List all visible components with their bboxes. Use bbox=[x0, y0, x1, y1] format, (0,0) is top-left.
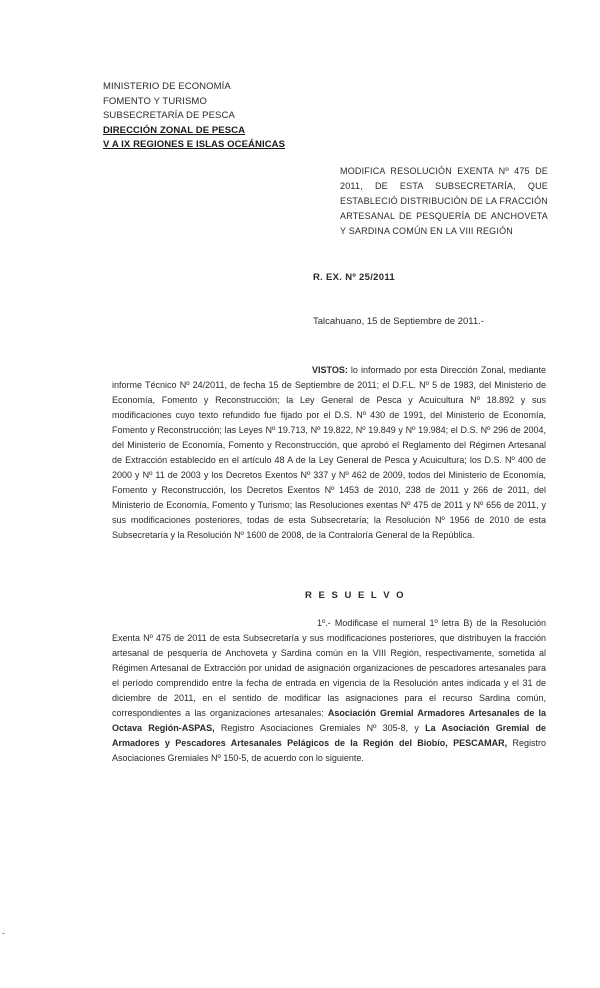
resolution-date: Talcahuano, 15 de Septiembre de 2011.- bbox=[313, 316, 484, 327]
vistos-label: VISTOS: bbox=[312, 365, 348, 375]
ministry-line: MINISTERIO DE ECONOMÍA bbox=[103, 81, 231, 92]
office-region-line: V A IX REGIONES E ISLAS OCEÁNICAS bbox=[103, 139, 286, 150]
resolution-summary: MODIFICA RESOLUCIÓN EXENTA Nº 475 DE 2011, DE ESTA SUBSECRETARÍA, QUE ESTABLECIÓ DISTRIBUCIÓN DE LA FRACCIÓN ARTESANAL DE PESQUERÍA DE ANCHOVETA Y SARDINA COMÚN EN LA VIII REGIÓN bbox=[340, 166, 548, 236]
issuer-header bbox=[103, 80, 285, 153]
organization-aspas: Asociación Gremial Armadores Artesanales de la Octava Región-ASPAS, bbox=[112, 708, 546, 733]
organization-pescamar: La Asociación Gremial de Armadores y Pescadores Artesanales Pelágicos de la Región del Biobío, PESCAMAR, bbox=[112, 723, 546, 748]
margin-mark: - bbox=[2, 928, 5, 938]
office-line: DIRECCIÓN ZONAL DE PESCA bbox=[103, 124, 246, 136]
resolution-number: R. EX. Nº 25/2011 bbox=[313, 272, 395, 283]
resolution-text-after: Registro Asociaciones Gremiales Nº 150-5, de acuerdo con lo siguiente. bbox=[112, 738, 546, 763]
vistos-paragraph bbox=[112, 363, 546, 543]
resolution-text-before: Resolución Exenta Nº 475 de 2011 de esta Subsecretaría y sus modificaciones posteriores, que distribuyen la fracción artesanal de pesquería de Anchoveta y Sardina común en la VIII Región, respectivamente, sometida al Régimen Artesanal de Extracción por unidad de asignación organizaciones de pescadores artesanales para el período comprendido entre la fecha de entrada en vigencia de la Resolución antes indicada y el 31 de diciembre de 2011, en el sentido de modificar las asignaciones para el recurso Sardina común, correspondientes a las organizaciones artesanales: bbox=[112, 618, 546, 718]
subsecretariat-line: SUBSECRETARÍA DE PESCA bbox=[103, 110, 235, 121]
resolution-text-mid: Registro Asociaciones Gremiales Nº 305-8, y bbox=[220, 723, 419, 733]
ministry-line: FOMENTO Y TURISMO bbox=[103, 95, 207, 107]
resolution-numeral: 1º.- Modificase el numeral 1º letra B) de la bbox=[317, 618, 498, 628]
resuelvo-heading: R E S U E L V O bbox=[305, 590, 406, 601]
vistos-text: lo informado por esta Dirección Zonal, mediante informe Técnico Nº 24/2011, de fecha 15 de Septiembre de 2011; el D.F.L. Nº 5 de 1983, del Ministerio de Economía, Fomento y Reconstrucción; la Ley General de Pesca y Acuicultura Nº 18.892 y sus modificaciones cuyo texto refundido fue fijado por el D.S. Nº 430 de 1991, del Ministerio de Economía, Fomento y Reconstrucción; las Leyes Nº 19.713, Nº 19.822, Nº 19.849 y Nº 19.984; el D.S. Nº 296 de 2004, del Ministerio de Economía, Fomento y Reconstrucción, que aprobó el Reglamento del Régimen Artesanal de Extracción establecido en el artículo 48 A de la Ley General de Pesca y Acuicultura; los D.S. Nº 400 de 2000 y Nº 11 de 2003 y los Decretos Exentos Nº 337 y Nº 462 de 2009, todos del Ministerio de Economía, Fomento y Reconstrucción, los Decretos Exentos Nº 1453 de 2010, 238 de 2011 y 266 de 2011, del Ministerio de Economía, Fomento y Turismo; las Resoluciones exentas Nº 475 de 2011 y Nº 656 de 2011, y sus modificaciones posteriores, todas de esta Subsecretaría; la Resolución Nº 1956 de 2010 de esta Subsecretaría y la Resolución Nº 1600 de 2008, de la Contraloría General de la República. bbox=[112, 365, 546, 540]
resolution-paragraph bbox=[112, 616, 546, 766]
